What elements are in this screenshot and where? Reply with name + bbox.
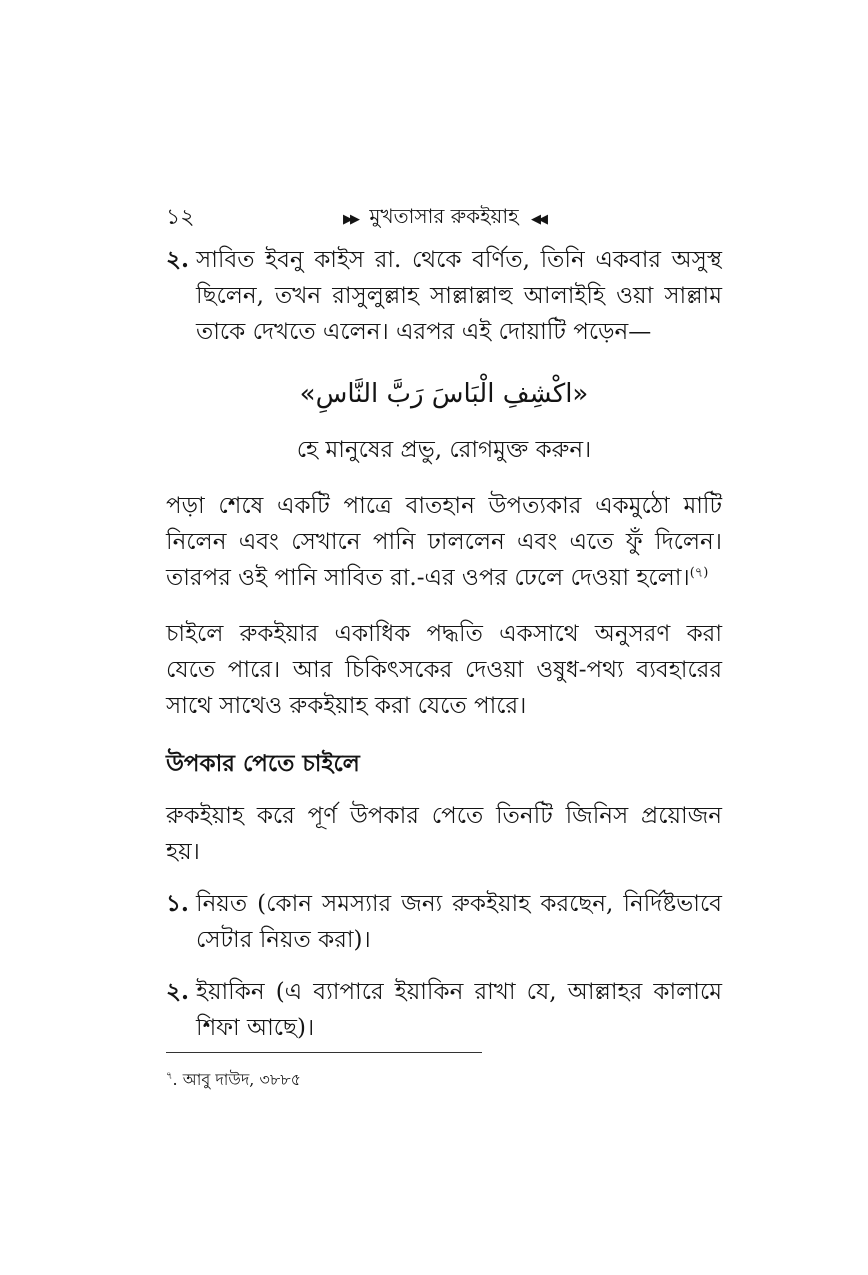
paragraph-water-ruqyah (166, 488, 722, 596)
item-text: নিয়ত (কোন সমস্যার জন্য রুকইয়াহ করছেন, নির্দিষ্টভাবে সেটার নিয়ত করা)। (196, 891, 722, 953)
item-number: ২. (166, 246, 189, 273)
book-title-header (166, 202, 722, 235)
section-heading: উপকার পেতে চাইলে (166, 751, 360, 777)
item-number: ১. (166, 890, 189, 917)
paragraph-text: পড়া শেষে একটি পাত্রে বাতহান উপত্যকার একমুঠো মাটি নিলেন এবং সেখানে পানি ঢাললেন এবং এতে ফুঁ দিলেন। তারপর ওই পানি সাবিত রা.-এর ওপর ঢেলে দেওয়া হলো। (166, 493, 722, 591)
item-number: ২. (166, 978, 189, 1005)
item-text: ইয়াকিন (এ ব্যাপারে ইয়াকিন রাখা যে, আল্লাহর কালামে শিফা আছে)। (196, 979, 722, 1041)
footnote-marker: ৭ (166, 1070, 173, 1082)
numbered-item-2 (166, 242, 722, 350)
section-intro: রুকইয়াহ করে পূর্ণ উপকার পেতে তিনটি জিনিস প্রয়োজন হয়। (166, 803, 722, 865)
paragraph-multiple-methods: চাইলে রুকইয়ার একাধিক পদ্ধতি একসাথে অনুসরণ করা যেতে পারে। আর চিকিৎসকের দেওয়া ওষুধ-পথ্য ব্যবহারের সাথে সাথেও রুকইয়াহ করা যেতে পারে। (166, 621, 722, 719)
numbered-item-yaqin (166, 974, 722, 1046)
footnote-reference[interactable]: (৭) (689, 565, 709, 581)
page-number: ১২ (166, 205, 195, 230)
book-title: মুখতাসার রুকইয়াহ (369, 204, 519, 228)
footnote (166, 1068, 301, 1092)
page-body (166, 196, 722, 1046)
arabic-dua: «اكْشِفِ الْبَاسَ رَبَّ النَّاسِ» (299, 379, 589, 409)
dua-translation: হে মানুষের প্রভু, রোগমুক্ত করুন। (296, 437, 592, 463)
right-arrows-icon: ▶▶ (343, 212, 358, 227)
footnote-text: . আবু দাউদ, ৩৮৮৫ (172, 1070, 301, 1089)
numbered-item-niyyah (166, 886, 722, 958)
footnote-divider (166, 1052, 482, 1053)
running-header (166, 196, 722, 232)
item-text: সাবিত ইবনু কাইস রা. থেকে বর্ণিত, তিনি একবার অসুস্থ ছিলেন, তখন রাসুলুল্লাহ সাল্লাল্লাহু আলাইহি ওয়া সাল্লাম তাকে দেখতে এলেন। এরপর এই দোয়াটি পড়েন— (196, 247, 722, 345)
left-arrows-icon: ◀◀ (530, 212, 545, 227)
